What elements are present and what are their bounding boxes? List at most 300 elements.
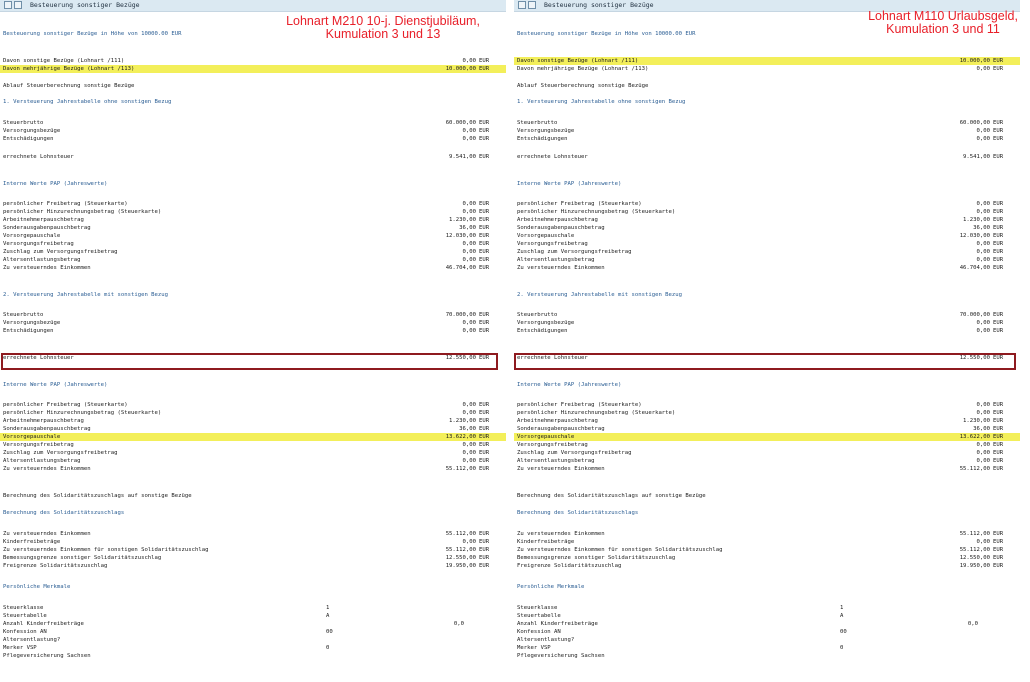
data-row (514, 256, 1020, 264)
row-label: Sonderausgabenpauschbetrag (517, 225, 605, 231)
row-label: Versorgungsfreibetrag (3, 442, 74, 448)
row-label: Zu versteuerndes Einkommen (3, 265, 91, 271)
row-value: 36,00 (973, 426, 990, 432)
row-value: 0,00 (462, 249, 476, 255)
data-row (0, 319, 506, 327)
row-value: 19.950,00 (445, 563, 476, 569)
row-label: Zuschlag zum Versorgungsfreibetrag (3, 249, 118, 255)
row-label: Davon sonstige Bezüge (Lohnart /111) (3, 58, 125, 64)
data-row (514, 57, 1020, 65)
row-code: 00 (326, 629, 333, 635)
data-row (0, 232, 506, 240)
row-label: Berechnung des Solidaritätszuschlags auf sonstige Bezüge (517, 493, 706, 499)
row-currency: EUR (993, 225, 1004, 231)
row-currency: EUR (479, 563, 490, 569)
right-window (514, 0, 1020, 682)
row-currency: EUR (479, 442, 490, 448)
row-label: Vorsorgepauschale (517, 233, 575, 239)
data-row (0, 208, 506, 216)
row-value: 0,00 (462, 320, 476, 326)
row-currency: EUR (993, 555, 1004, 561)
data-row (0, 433, 506, 441)
row-currency: EUR (993, 249, 1004, 255)
data-row (514, 425, 1020, 433)
row-currency: EUR (479, 201, 490, 207)
data-row (0, 153, 506, 161)
row-currency: EUR (993, 217, 1004, 223)
row-label: Entschädigungen (3, 328, 54, 334)
data-row (0, 119, 506, 127)
row-label: Steuertabelle (3, 613, 47, 619)
row-label: Zu versteuerndes Einkommen (3, 531, 91, 537)
row-label: Anzahl Kinderfreibeträge (3, 621, 84, 627)
row-value: 0,00 (462, 201, 476, 207)
row-currency: EUR (479, 233, 490, 239)
row-currency: EUR (993, 563, 1004, 569)
row-label: Sonderausgabenpauschbetrag (3, 225, 91, 231)
annotation-line: Kumulation 3 und 11 (886, 22, 1000, 36)
row-currency: EUR (479, 320, 490, 326)
row-label: Ablauf Steuerberechnung sonstige Bezüge (517, 83, 649, 89)
row-value: 0,00 (976, 209, 990, 215)
data-row (0, 620, 506, 628)
data-row (0, 538, 506, 546)
data-row (514, 409, 1020, 417)
row-currency: EUR (993, 120, 1004, 126)
row-label: 2. Versteuerung Jahrestabelle mit sonstigen Bezug (517, 292, 683, 298)
row-code: A (326, 613, 330, 619)
row-currency: EUR (993, 136, 1004, 142)
row-label: Versorgungsfreibetrag (3, 241, 74, 247)
row-value: 0,00 (462, 410, 476, 416)
row-value: 0,00 (462, 442, 476, 448)
section-heading (0, 583, 506, 591)
data-row (0, 636, 506, 644)
data-row (514, 264, 1020, 272)
row-label: Versorgungsbezüge (517, 320, 575, 326)
row-value: 1.230,00 (449, 217, 476, 223)
row-value: 1.230,00 (449, 418, 476, 424)
row-label: Altersentlastung? (3, 637, 61, 643)
data-row (514, 465, 1020, 473)
row-currency: EUR (479, 418, 490, 424)
row-value: 12.550,00 (445, 355, 476, 361)
row-label: Kinderfreibeträge (517, 539, 575, 545)
row-label: Sonderausgabenpauschbetrag (3, 426, 91, 432)
row-value: 0,00 (976, 257, 990, 263)
data-row (514, 200, 1020, 208)
row-currency: EUR (479, 249, 490, 255)
row-value: 46.704,00 (959, 265, 990, 271)
row-label: Berechnung des Solidaritätszuschlags (517, 510, 639, 516)
row-label: Vorsorgepauschale (517, 434, 575, 440)
row-value: 0,00 (976, 328, 990, 334)
row-label: Konfession AN (517, 629, 561, 635)
row-label: Berechnung des Solidaritätszuschlags (3, 510, 125, 516)
row-label: Davon mehrjährige Bezüge (Lohnart /113) (3, 66, 135, 72)
row-currency: EUR (993, 426, 1004, 432)
row-currency: EUR (993, 410, 1004, 416)
row-label: Vorsorgepauschale (3, 233, 61, 239)
row-label: Bemessungsgrenze sonstiger Solidaritätszuschlag (517, 555, 676, 561)
data-row (514, 492, 1020, 500)
data-row (514, 417, 1020, 425)
row-label: Zuschlag zum Versorgungsfreibetrag (517, 249, 632, 255)
row-label: Arbeitnehmerpauschbetrag (3, 217, 84, 223)
annotation-right (828, 10, 1020, 36)
row-value: 10.000,00 (959, 58, 990, 64)
data-row (514, 636, 1020, 644)
row-currency: EUR (479, 66, 490, 72)
row-currency: EUR (479, 265, 490, 271)
row-label: Zu versteuerndes Einkommen für sonstigen Solidaritätszuschlag (517, 547, 723, 553)
row-value: 0,00 (462, 402, 476, 408)
row-value: 0,00 (976, 249, 990, 255)
row-currency: EUR (479, 531, 490, 537)
row-label: Interne Werte PAP (Jahreswerte) (517, 382, 622, 388)
row-currency: EUR (479, 328, 490, 334)
row-label: Arbeitnehmerpauschbetrag (3, 418, 84, 424)
row-currency: EUR (479, 257, 490, 263)
data-row (0, 465, 506, 473)
data-row (514, 612, 1020, 620)
row-currency: EUR (479, 466, 490, 472)
row-value: 0,00 (462, 128, 476, 134)
row-label: Versorgungsbezüge (3, 128, 61, 134)
data-row (514, 530, 1020, 538)
row-label: Interne Werte PAP (Jahreswerte) (3, 382, 108, 388)
data-row (514, 240, 1020, 248)
row-label: Pflegeversicherung Sachsen (3, 653, 91, 659)
window-title: Besteuerung sonstiger Bezüge (30, 1, 140, 9)
row-value: 0,00 (976, 539, 990, 545)
row-value: 0,00 (462, 209, 476, 215)
row-label: errechnete Lohnsteuer (517, 154, 588, 160)
data-row (514, 127, 1020, 135)
row-currency: EUR (993, 434, 1004, 440)
data-row (0, 417, 506, 425)
data-row (0, 327, 506, 335)
row-value: 0,00 (462, 58, 476, 64)
row-currency: EUR (993, 450, 1004, 456)
row-currency: EUR (479, 128, 490, 134)
section-heading (0, 291, 506, 299)
data-row (514, 401, 1020, 409)
row-label: Davon sonstige Bezüge (Lohnart /111) (517, 58, 639, 64)
row-currency: EUR (993, 547, 1004, 553)
row-label: errechnete Lohnsteuer (3, 355, 74, 361)
row-label: Steuertabelle (517, 613, 561, 619)
data-row (0, 264, 506, 272)
data-row (514, 248, 1020, 256)
data-row (514, 327, 1020, 335)
row-label: Zu versteuerndes Einkommen (3, 466, 91, 472)
row-label: Freigrenze Solidaritätszuschlag (3, 563, 108, 569)
row-currency: EUR (479, 450, 490, 456)
row-currency: EUR (479, 402, 490, 408)
left-window (0, 0, 506, 682)
row-label: Konfession AN (3, 629, 47, 635)
data-row (0, 311, 506, 319)
row-value: 0,00 (976, 136, 990, 142)
data-row (0, 457, 506, 465)
row-label: persönlicher Hinzurechnungsbetrag (Steuerkarte) (517, 209, 676, 215)
row-currency: EUR (993, 442, 1004, 448)
row-value: 0,00 (976, 241, 990, 247)
row-label: persönlicher Freibetrag (Steuerkarte) (3, 402, 128, 408)
row-value: 55.112,00 (445, 531, 476, 537)
data-row (514, 449, 1020, 457)
row-label: Zuschlag zum Versorgungsfreibetrag (517, 450, 632, 456)
row-label: Steuerbrutto (517, 120, 558, 126)
data-row (514, 604, 1020, 612)
data-row (514, 433, 1020, 441)
row-label: Ablauf Steuerberechnung sonstige Bezüge (3, 83, 135, 89)
section-heading (514, 291, 1020, 299)
row-value: 12.030,00 (445, 233, 476, 239)
row-currency: EUR (479, 555, 490, 561)
row-label: Entschädigungen (3, 136, 54, 142)
row-currency: EUR (479, 547, 490, 553)
row-value: 0,00 (976, 410, 990, 416)
data-row (0, 256, 506, 264)
row-label: Freigrenze Solidaritätszuschlag (517, 563, 622, 569)
row-label: Versorgungsbezüge (3, 320, 61, 326)
row-label: errechnete Lohnsteuer (517, 355, 588, 361)
data-row (514, 311, 1020, 319)
row-label: Versorgungsbezüge (517, 128, 575, 134)
row-label: persönlicher Freibetrag (Steuerkarte) (517, 201, 642, 207)
row-currency: EUR (993, 328, 1004, 334)
result-list (514, 0, 1020, 682)
row-label: Persönliche Merkmale (517, 584, 585, 590)
row-label: Altersentlastung? (517, 637, 575, 643)
highlight-frame (1, 353, 498, 370)
row-value: 0,00 (462, 458, 476, 464)
row-currency: EUR (993, 58, 1004, 64)
row-value: 55.112,00 (445, 547, 476, 553)
section-heading (514, 583, 1020, 591)
data-row (0, 127, 506, 135)
data-row (514, 82, 1020, 90)
row-label: Zu versteuerndes Einkommen (517, 531, 605, 537)
row-label: Bemessungsgrenze sonstiger Solidaritätszuschlag (3, 555, 162, 561)
row-currency: EUR (993, 201, 1004, 207)
row-label: Steuerklasse (517, 605, 558, 611)
section-heading (0, 509, 506, 517)
row-value: 13.622,00 (445, 434, 476, 440)
row-label: Pflegeversicherung Sachsen (517, 653, 605, 659)
row-label: Merker VSP (517, 645, 551, 651)
row-value: 9.541,00 (449, 154, 476, 160)
row-value: 70.000,00 (445, 312, 476, 318)
row-value: 9.541,00 (963, 154, 990, 160)
row-value: 0,00 (976, 402, 990, 408)
row-currency: EUR (993, 233, 1004, 239)
row-value: 0,0 (967, 621, 978, 627)
data-row (0, 530, 506, 538)
row-value: 1.230,00 (963, 217, 990, 223)
data-row (514, 224, 1020, 232)
annotation-left (268, 15, 498, 41)
row-value: 55.112,00 (959, 547, 990, 553)
section-heading (514, 381, 1020, 389)
row-label: Zu versteuerndes Einkommen (517, 466, 605, 472)
row-currency: EUR (993, 154, 1004, 160)
data-row (0, 562, 506, 570)
result-list (0, 0, 506, 682)
row-label: Versorgungsfreibetrag (517, 442, 588, 448)
section-heading (0, 381, 506, 389)
row-label: Altersentlastungsbetrag (517, 458, 595, 464)
row-label: Steuerbrutto (3, 120, 44, 126)
data-row (0, 248, 506, 256)
annotation-line: Kumulation 3 und 13 (325, 27, 441, 41)
data-row (0, 65, 506, 73)
row-label: Arbeitnehmerpauschbetrag (517, 217, 598, 223)
row-currency: EUR (993, 209, 1004, 215)
row-value: 0,00 (462, 136, 476, 142)
section-heading (514, 509, 1020, 517)
section-heading (0, 180, 506, 188)
row-label: persönlicher Freibetrag (Steuerkarte) (3, 201, 128, 207)
row-value: 46.704,00 (445, 265, 476, 271)
row-label: Zu versteuerndes Einkommen für sonstigen Solidaritätszuschlag (3, 547, 209, 553)
row-label: Vorsorgepauschale (3, 434, 61, 440)
row-label: Berechnung des Solidaritätszuschlags auf sonstige Bezüge (3, 493, 192, 499)
data-row (0, 82, 506, 90)
data-row (0, 546, 506, 554)
row-currency: EUR (479, 136, 490, 142)
row-value: 19.950,00 (959, 563, 990, 569)
data-row (514, 620, 1020, 628)
row-value: 10.000,00 (445, 66, 476, 72)
row-label: Versorgungsfreibetrag (517, 241, 588, 247)
row-currency: EUR (993, 320, 1004, 326)
data-row (514, 232, 1020, 240)
row-currency: EUR (479, 217, 490, 223)
row-code: 0 (326, 645, 330, 651)
row-label: persönlicher Hinzurechnungsbetrag (Steuerkarte) (3, 410, 162, 416)
row-label: Steuerbrutto (517, 312, 558, 318)
row-currency: EUR (993, 539, 1004, 545)
row-currency: EUR (993, 265, 1004, 271)
annotation-line: Lohnart M110 Urlaubsgeld, (868, 9, 1018, 23)
row-value: 0,00 (462, 328, 476, 334)
row-label: Entschädigungen (517, 328, 568, 334)
row-code: 00 (840, 629, 847, 635)
row-value: 1.230,00 (963, 418, 990, 424)
row-value: 55.112,00 (959, 466, 990, 472)
row-currency: EUR (993, 66, 1004, 72)
data-row (0, 449, 506, 457)
data-row (514, 441, 1020, 449)
row-value: 0,00 (462, 539, 476, 545)
data-row (0, 401, 506, 409)
row-label: Entschädigungen (517, 136, 568, 142)
data-row (0, 628, 506, 636)
row-currency: EUR (993, 531, 1004, 537)
row-value: 12.550,00 (959, 355, 990, 361)
row-value: 13.622,00 (959, 434, 990, 440)
row-label: Zu versteuerndes Einkommen (517, 265, 605, 271)
row-label: 2. Versteuerung Jahrestabelle mit sonstigen Bezug (3, 292, 169, 298)
row-currency: EUR (993, 257, 1004, 263)
section-heading (0, 98, 506, 106)
row-label: Altersentlastungsbetrag (3, 458, 81, 464)
data-row (0, 224, 506, 232)
data-row (514, 546, 1020, 554)
data-row (514, 628, 1020, 636)
row-value: 12.030,00 (959, 233, 990, 239)
row-value: 12.550,00 (959, 555, 990, 561)
row-value: 36,00 (973, 225, 990, 231)
row-currency: EUR (479, 458, 490, 464)
data-row (0, 604, 506, 612)
row-currency: EUR (479, 410, 490, 416)
row-value: 0,00 (976, 201, 990, 207)
row-label: Merker VSP (3, 645, 37, 651)
data-row (0, 216, 506, 224)
data-row (514, 554, 1020, 562)
row-currency: EUR (479, 426, 490, 432)
row-value: 60.000,00 (445, 120, 476, 126)
row-value: 0,0 (453, 621, 464, 627)
data-row (0, 441, 506, 449)
row-label: Steuerklasse (3, 605, 44, 611)
data-row (514, 562, 1020, 570)
row-currency: EUR (993, 458, 1004, 464)
row-currency: EUR (479, 154, 490, 160)
row-label: Altersentlastungsbetrag (517, 257, 595, 263)
row-value: 70.000,00 (959, 312, 990, 318)
annotation-line: Lohnart M210 10-j. Dienstjubiläum, (286, 14, 480, 28)
row-code: A (840, 613, 844, 619)
row-currency: EUR (479, 312, 490, 318)
row-label: Persönliche Merkmale (3, 584, 71, 590)
row-value: 0,00 (462, 450, 476, 456)
data-row (514, 652, 1020, 660)
data-row (514, 153, 1020, 161)
row-label: Arbeitnehmerpauschbetrag (517, 418, 598, 424)
data-row (0, 135, 506, 143)
row-currency: EUR (993, 466, 1004, 472)
row-currency: EUR (993, 241, 1004, 247)
row-label: Interne Werte PAP (Jahreswerte) (3, 181, 108, 187)
section-heading (514, 180, 1020, 188)
data-row (514, 644, 1020, 652)
row-value: 0,00 (976, 66, 990, 72)
row-label: Kinderfreibeträge (3, 539, 61, 545)
data-row (0, 652, 506, 660)
row-currency: EUR (479, 434, 490, 440)
highlight-frame (514, 353, 1016, 370)
row-value: 36,00 (459, 225, 476, 231)
data-row (0, 425, 506, 433)
row-code: 1 (326, 605, 330, 611)
row-label: Besteuerung sonstiger Bezüge in Höhe von 10000.00 EUR (517, 31, 696, 37)
row-value: 55.112,00 (445, 466, 476, 472)
data-row (0, 240, 506, 248)
data-row (514, 457, 1020, 465)
row-value: 0,00 (976, 458, 990, 464)
row-currency: EUR (993, 355, 1004, 361)
row-label: persönlicher Freibetrag (Steuerkarte) (517, 402, 642, 408)
data-row (514, 119, 1020, 127)
data-row (0, 200, 506, 208)
data-row (0, 409, 506, 417)
row-value: 60.000,00 (959, 120, 990, 126)
